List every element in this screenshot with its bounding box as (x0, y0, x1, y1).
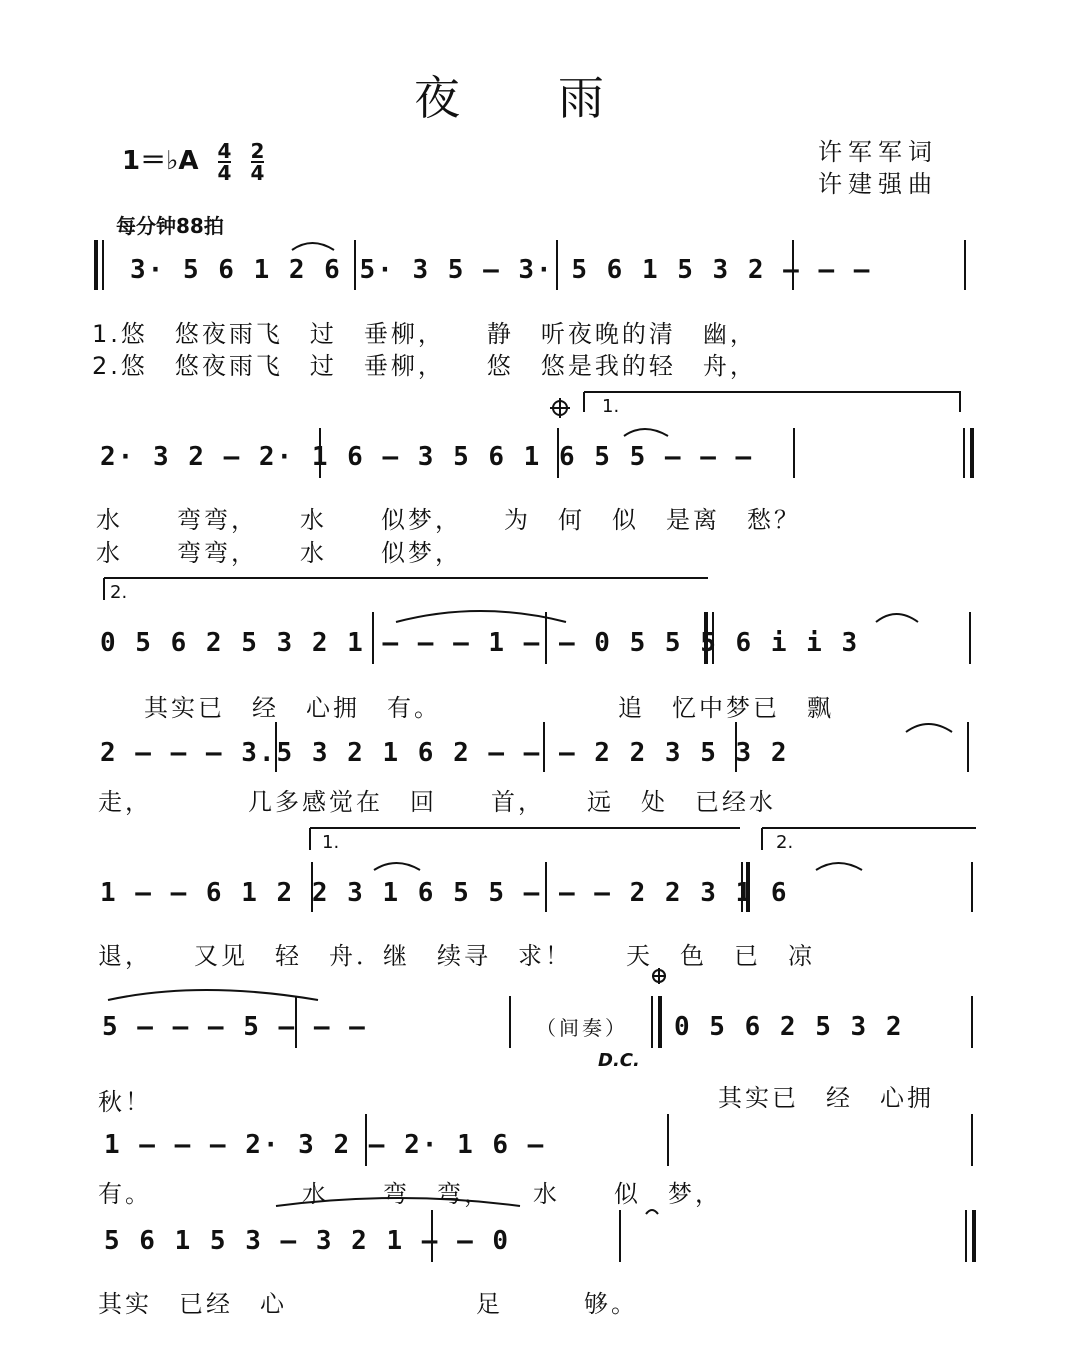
lyrics-row-1-verse-1: 1.悠 悠夜雨飞 过 垂柳， 静 听夜晚的清 幽， (92, 320, 757, 348)
lyrics-row-8: 其实 已经 心 足 够。 (98, 1290, 638, 1318)
meter-a-numerator: 4 (217, 138, 232, 163)
composer-credit: 许建强曲 (818, 170, 938, 198)
da-capo-label: D.C. (598, 1050, 640, 1071)
lyrics-row-2-verse-2: 水 弯弯， 水 似梦， (96, 539, 462, 567)
lyrics-row-1-verse-2: 2.悠 悠夜雨飞 过 垂柳， 悠 悠是我的轻 舟， (92, 352, 757, 380)
lyricist-credit: 许军军词 (818, 138, 938, 166)
interlude-label: （间奏） (536, 1016, 628, 1040)
notation-row-6a: 5 – – – 5 – – – (102, 1012, 367, 1042)
lyrics-row-2-verse-1: 水 弯弯， 水 似梦， 为 何 似 是离 愁？ (96, 506, 801, 534)
notation-row-3: 0 5 6 2 5 3 2 1 – – – 1 – – 0 5 5 5 6 i i 3 (100, 628, 860, 658)
volta-label-1: 1. (602, 396, 620, 417)
lyrics-row-6b: 其实已 经 心拥 (718, 1084, 934, 1112)
meter-b-numerator: 2 (250, 138, 265, 163)
tempo-marking: 每分钟88拍 (116, 214, 224, 238)
notation-row-6b: 0 5 6 2 5 3 2 (674, 1012, 904, 1042)
notation-row-2: 2· 3 2 – 2· 1 6 – 3 5 6 1 6 5 5 – – – (100, 442, 754, 472)
lyrics-row-4: 走， 几多感觉在 回 首， 远 处 已经水 (98, 788, 776, 816)
notation-row-1: 3· 5 6 1 2 6 5· 3 5 – 3· 5 6 1 5 3 2 – – – (130, 255, 872, 285)
meter-b-denominator: 4 (250, 160, 265, 185)
song-title: 夜 雨 (414, 71, 606, 125)
volta-label-2: 2. (110, 582, 128, 603)
notation-row-4: 2 – – – 3.5 3 2 1 6 2 – – – 2 2 3 5 3 2 (100, 738, 789, 768)
lyrics-row-5: 退， 又见 轻 舟．继 续寻 求！ 天 色 已 凉 (98, 942, 815, 970)
meter-a-denominator: 4 (217, 160, 232, 185)
volta-label-4: 2. (776, 832, 794, 853)
lyrics-row-7: 有。 水 弯 弯， 水 似 梦， (98, 1180, 722, 1208)
lyrics-row-3: 其实已 经 心拥 有。 追 忆中梦已 飘 (144, 694, 834, 722)
volta-label-3: 1. (322, 832, 340, 853)
key-label: 1＝♭A (122, 146, 199, 176)
notation-row-7: 1 – – – 2· 3 2 – 2· 1 6 – (104, 1130, 546, 1160)
lyrics-row-6a: 秋！ (98, 1088, 152, 1116)
notation-row-8: 5 6 1 5 3 – 3 2 1 – – 0 (104, 1226, 511, 1256)
notation-row-5: 1 – – 6 1 2 2 3 1 6 5 5 – – – 2 2 3 1 6 (100, 878, 789, 908)
